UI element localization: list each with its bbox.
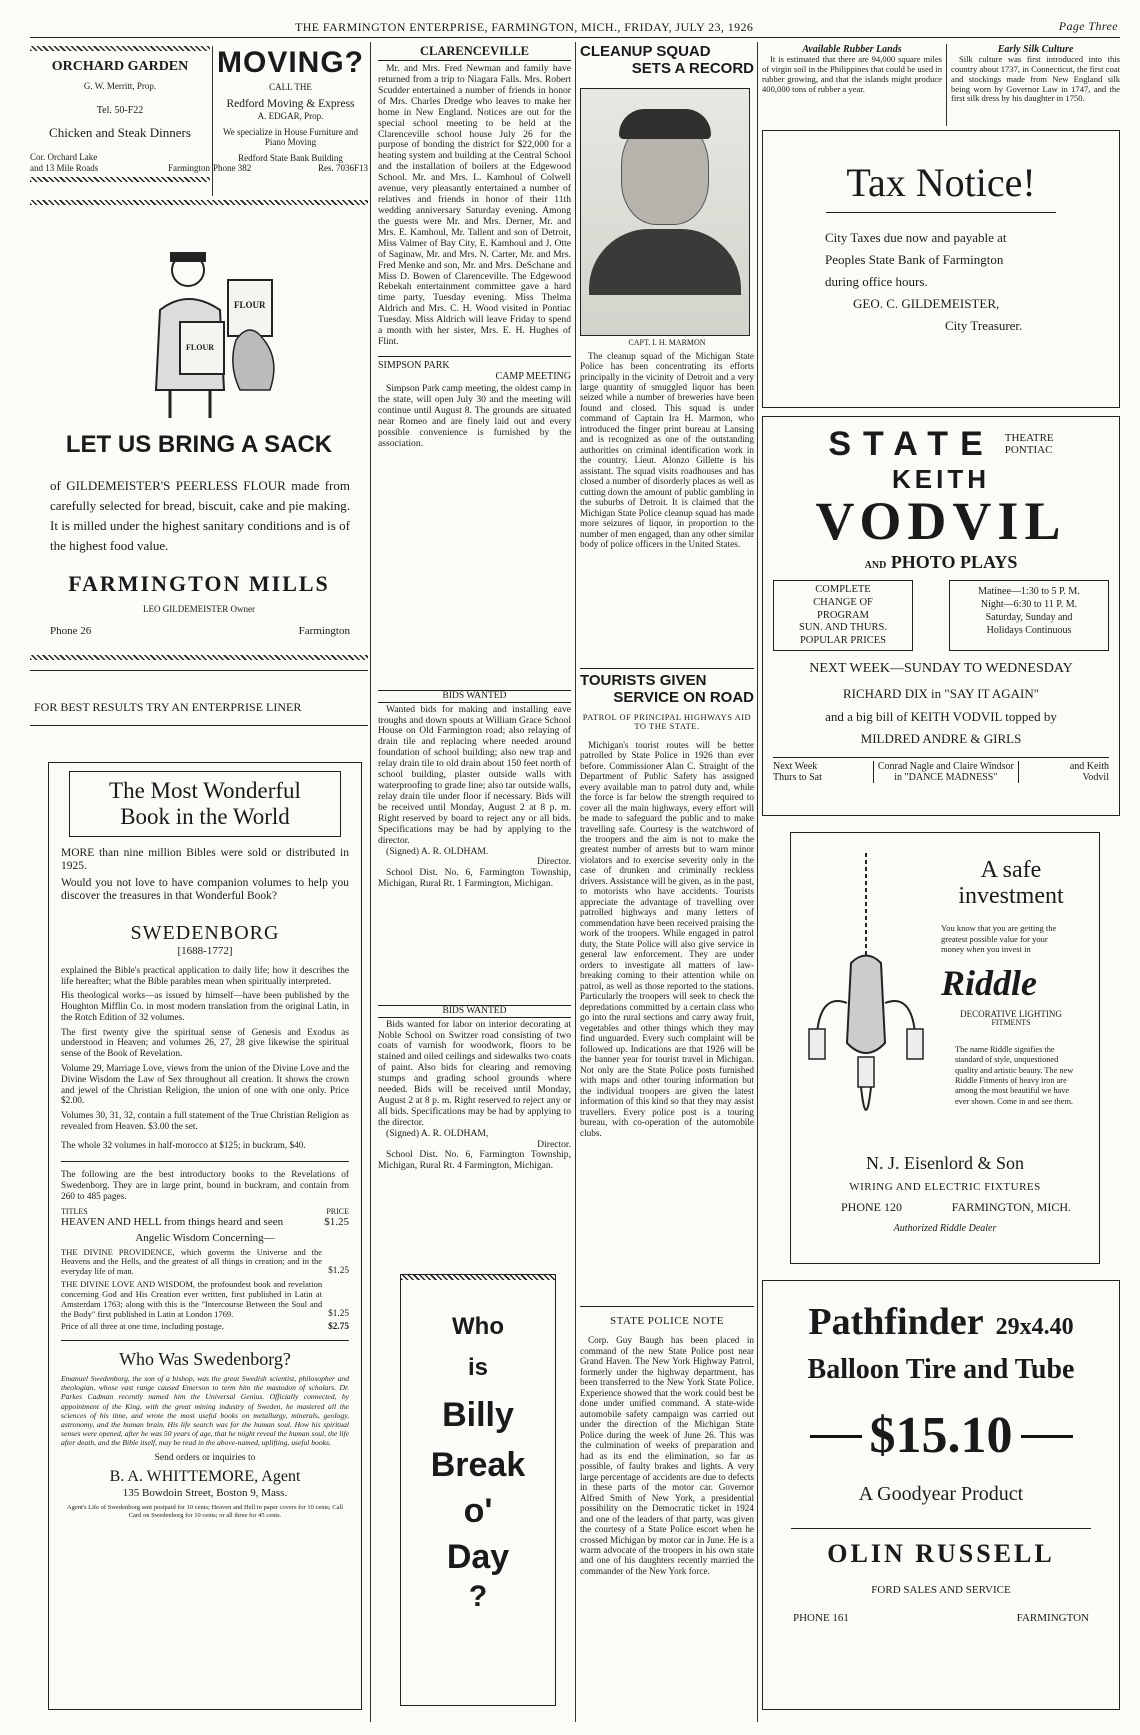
- farmington-mills-ad: [30, 200, 368, 665]
- billy-ad: Who is Billy Break o' Day ?: [400, 1274, 556, 1706]
- dealer-name: OLIN RUSSELL: [827, 1538, 1055, 1568]
- pathfinder-ad: Pathfinder 29x4.40 Balloon Tire and Tube $15.10 A Goodyear Product OLIN RUSSELL FORD SALES AND SERVICE PHONE 161 FARMINGTON: [762, 1280, 1120, 1710]
- column-rule: [575, 42, 576, 1722]
- orchard-garden-ad: [30, 46, 210, 196]
- bids-wanted-2: BIDS WANTED Bids wanted for labor on interior decorating at Noble School on Switzer road consisting of two coats of varnish for woodwork, floors to be stained and oiled ceilings and sidewalks two coats of paint. Also bids for clearing and removing stumps and grading school grounds where needed. Bids will be received until Monday, August 2 at 8 p. m. Right reserved to reject any or all bids. Specifications may be had by applying to the director. (Signed) A. R. OLDHAM, Director. School Dist. No. 6, Farmington Township, Michigan, Rural Rt. 4 Farmington, Michigan.: [378, 1005, 571, 1270]
- mills-headline: LET US BRING A SACK: [65, 431, 333, 458]
- book-divine-providence: THE DIVINE PROVIDENCE, which governs the Universe and the Heavens and the Hells, and the greatest of all things in creation; and in the everyday life of man.: [61, 1246, 323, 1277]
- tourists-article: TOURISTS GIVEN SERVICE ON ROAD PATROL OF PRINCIPAL HIGHWAYS AID TO THE STATE. Michigan's tourist routes will be better patrolled by State Police in 1926 than ever before. Commissioner Alan C. Straight of the Department of Public Safety has assigned every available man to patrol duty and, while the force is far below the strength required to cover all the main highways, every effort will be made to safeguard the public and to make travelling safe. Courtesy is the watchword of the troopers and the aim is not to make the greatest number of arrests but to warn minor violators and to exercise severity only in the case of drunken and criminally reckless drivers. Assistance will be given, as in the past, to motorists who have accidents. Tourists appreciate the advantage of travelling over patrolled highways and many letters of commendation have been received praising the work of the troopers. While engaged in patrol duty, the State Police will also give service in general law enforcement. They are under orders to investigate all matters of law-breaking coming to their attention while on patrol, as well as those reported to the stations. Particularly the troopers will seek to check the depredations committed by a certain class who go into the rural sections and carry away fruit, vegetables and other things which they may find unguarded. Every such complaint will be followed up. Indications are that 1926 will be the banner year for tourist travel in Michigan. Not only are the State Police posts furnished with maps and other touring information but the individual troopers are given the latest information of this kind so that they may assist travellers. Every police post is a touring bureau, with co-operation of the automobile clubs.: [580, 668, 754, 1278]
- mills-body: of GILDEMEISTER'S PEERLESS FLOUR made from carefully selected for bread, biscuit, cake and pie making. It is milled under the highest sanitary conditions and is of the highest food value.: [50, 478, 350, 554]
- state-police-note: STATE POLICE NOTE Corp. Guy Baugh has been placed in command of the new State Police post near Grand Haven. The New York Highway Patrol, formerly under the highway department, has been transferred to the New York State Police. Experience showed that the work could best be done under unified command. A state-wide automobile safety campaign was carried out under the direction of the Michigan State Police during the week of June 26. This was the culmination of weeks of preparation and had as its end the elimination, so far as possible, of faulty brakes and lights. A very large percentage of accidents are due to defects in these parts of the motor car. Governor Alfred Smith of New York, a presidential possibility on the Democratic ticket in 1924 and one of the leaders of that party, was given the courtesy of a State Police escort when he crossed Michigan by motor car in June. He is a warm advocate of the troopers in his own state and one of his daughters recently married the commander of the New York force.: [580, 1306, 754, 1710]
- moving-prop: A. EDGAR, Prop.: [257, 110, 324, 121]
- masthead: THE FARMINGTON ENTERPRISE, FARMINGTON, MICH., FRIDAY, JULY 23, 1926: [295, 20, 754, 34]
- tax-title: Tax Notice!: [846, 160, 1036, 205]
- book-intro: MORE than nine million Bibles were sold or distributed in 1925.: [61, 846, 349, 872]
- moving-call: CALL THE: [269, 81, 312, 92]
- who-was-title: Who Was Swedenborg?: [119, 1349, 291, 1370]
- moving-phone: Phone 382: [213, 162, 252, 173]
- pathfinder-price: $15.10: [869, 1406, 1013, 1464]
- column-rule: [757, 42, 758, 1722]
- page-header: [30, 16, 1120, 38]
- theatre-name: STATE: [828, 425, 995, 463]
- orchard-tel: Tel. 50-F22: [96, 104, 144, 116]
- orchard-addr1: Cor. Orchard Lake: [30, 152, 98, 163]
- swedenborg-name: SWEDENBORG: [130, 921, 280, 944]
- moving-res: Res. 7036F13: [317, 162, 368, 173]
- riddle-ad: A safe investment You know that you are getting the greatest possible value for your money when you invest in Riddle DECORATIVE LIGHTING FITMENTS The name Riddle signifies the standard of style, unquestioned quality and artistic beauty. The new Riddle Fitments of heavy iron are among the most beautiful we have ever shown. Come in and see them. N. J. Eisenlord & Son WIRING AND ELECTRIC FIXTURES PHONE 120 FARMINGTON, MICH. Authorized Riddle Dealer: [790, 832, 1100, 1264]
- agent-name: B. A. WHITTEMORE, Agent: [109, 1468, 301, 1486]
- pathfinder-title: Pathfinder: [808, 1301, 984, 1343]
- moving-company: Redford Moving & Express: [226, 97, 355, 110]
- liner-text: FOR BEST RESULTS TRY AN ENTERPRISE LINER: [34, 700, 302, 714]
- column-rule: [370, 42, 371, 1722]
- moving-bldg: Redford State Bank Building: [238, 152, 343, 163]
- hours-box: Matinee—1:30 to 5 P. M. Night—6:30 to 11 P. M. Saturday, Sunday and Holidays Continuous: [949, 580, 1109, 651]
- orchard-prop: G. W. Merritt, Prop.: [83, 80, 157, 91]
- clarenceville-column: CLARENCEVILLE Mr. and Mrs. Fred Newman and family have returned from a trip to Niagara Falls. Mrs. Robert Scudder entertained a number of friends in honor of Mrs. Charles Dredge who leaves to make her home in New England. Notices are out for the special school meeting to be held at the Clarenceville school house July 26 for the purpose of bonding the district for $22,000 for a heating system and building at the Central School and the installation of boilers at the Edgewood School. Mr. and Mrs. L. Kamhoul of Colwell avenue, very pleasantly entertained a number of relatives and friends in honor of their 11th wedding anniversary Saturday evening. Among the guests were Mr. and Mrs. Derner, Mr. and Mrs. E. Kamhoul, Mr. Tallent and son of Detroit, Miss Valmer of Bay City, E. Kamhoul and J. Otte of Saginaw, Mr. and Mrs. N. Carter, Mr. and Mrs. Fred Menke and son, Mr. and Mrs. DeSchane and Miss D. Bowen of Clarenceville. The Edgewood Rebekah entertainment committee gave a hard time party, Tuesday evening. Miss Thelma Aldrich and Mrs. C. H. Wood visited in Pontiac Tuesday. Miss Aldrich will leave Friday to spend a month with her sister, Mrs. E. H. Hughes of Flint. SIMPSON PARK CAMP MEETING Simpson Park camp meeting, the oldest camp in the state, will open July 30 and the meeting will continue until August 8. The grounds are situated near Romeo and are finely laid out and every possible convenience is furnished by the association.: [378, 44, 571, 449]
- orchard-dinners: Chicken and Steak Dinners: [49, 124, 191, 140]
- orchard-title: ORCHARD GARDEN: [51, 59, 189, 74]
- baker-illustration: [140, 240, 290, 420]
- photo-caption: CAPT. I. H. MARMON: [628, 337, 706, 347]
- mills-phone: Phone 26: [50, 625, 92, 637]
- sack-label: FLOUR: [186, 343, 214, 352]
- chandelier-illustration: [801, 853, 931, 1153]
- mills-town: Farmington: [298, 625, 350, 637]
- simpson-heading: SIMPSON PARK: [378, 356, 571, 371]
- bids-wanted-1: BIDS WANTED Wanted bids for making and installing eave troughs and down spouts at William Grace School House on Old Farmington road; also relaying of drain tile and replacing where needed around foundation of school building; also new trap and relay drain tile to old drain about 150 feet north of school building, plaster outside walls with waterproofing to grade line; also tar outside walls, relay drain tile under floor if necessary. Bids will be received until Monday, August 2 at 8 p. m. Right reserved by board to reject any or all bids. Specifications may be had by applying to the director. (Signed) A. R. OLDHAM. Director. School Dist. No. 6, Farmington Township, Michigan, Rural Rt. 1 Farmington, Michigan.: [378, 690, 571, 1010]
- program-box: COMPLETE CHANGE OF PROGRAM SUN. AND THURS. POPULAR PRICES: [773, 580, 913, 651]
- book-heaven-hell: HEAVEN AND HELL from things heard and seen: [61, 1216, 284, 1229]
- moving-title: MOVING?: [217, 46, 364, 79]
- clarenceville-heading: CLARENCEVILLE: [378, 44, 571, 61]
- silk-note: Early Silk Culture Silk culture was first introduced into this country about 1737, in Connecticut, the first coat and stockings made from New England silk being worn by Governor Law in 1747, and the first silk dress by his daughter in 1750.: [946, 44, 1120, 126]
- cleanup-article: CLEANUP SQUAD SETS A RECORD CAPT. I. H. MARMON The cleanup squad of the Michigan State Police has been concentrating its efforts principally in the vicinity of Detroit and a very large quantity of smuggled liquor has been seized while a number of breweries have been found and closed. This squad is under command of Captain Ira H. Marmon, who introduced the finger print bureau at Lansing and is recognized as one of the outstanding authorities on criminal identification work in the country. Lieut. Alonzo Gillette is his assistant. The squad visits roadhouses and has closed a number of disorderly places as well as cutting down the amount of public gambling in the suburbs of Detroit. It is claimed that the Michigan State Police cleanup squad has made more seizures of liquor, in proportion to the number of men engaged, than any other similar body of police officers in the United States.: [580, 44, 754, 550]
- rubber-note: Available Rubber Lands It is estimated that there are 94,000 square miles of virgin soil in the Philippines that could be used in rubber growing, and that the islands might produce 400,000 tons of rubber a year.: [762, 44, 942, 94]
- mills-name: FARMINGTON MILLS: [68, 571, 330, 596]
- tourists-headline: TOURISTS GIVEN: [580, 672, 707, 689]
- book-title: The Most Wonderful: [109, 778, 301, 803]
- book-title-box: The Most Wonderful Book in the World: [69, 771, 341, 837]
- billy-name: Billy: [442, 1395, 514, 1434]
- state-theatre-ad: STATE THEATRE PONTIAC KEITH VODVIL AND PHOTO PLAYS COMPLETE CHANGE OF PROGRAM SUN. AND THURS. POPULAR PRICES Matinee—1:30 to 5 P. M. Night—6:30 to 11 P. M. Saturday, Sunday and Holidays Continuous NEXT WEEK—SUNDAY TO WEDNESDAY RICHARD DIX in "SAY IT AGAIN" and a big bill of KEITH VODVIL topped by MILDRED ANDRE & GIRLS Next Week Thurs to Sat Conrad Nagle and Claire Windsor in "DANCE MADNESS" and Keith Vodvil: [762, 416, 1120, 816]
- page-number: Page Three: [1058, 19, 1118, 33]
- orchard-town: Farmington: [168, 162, 210, 173]
- tax-notice: Tax Notice! City Taxes due now and payable at Peoples State Bank of Farmington during office hours. GEO. C. GILDEMEISTER, City Treasurer.: [762, 130, 1120, 408]
- swedenborg-ad: The Most Wonderful Book in the World MORE than nine million Bibles were sold or distributed in 1925. Would you not love to have companion volumes to help you discover the treasures in that Wonderful Book? SWEDENBORG [1688-1772] explained the Bible's practical application to daily life; how it describes the life hereafter; what the Bible parables mean when spiritually interpreted. His theological works—as issued by himself—have been published by the Houghton Mifflin Co. in most modern translation from the original Latin, in the Rotch Edition of 32 volumes. The first twenty give the spiritual sense of Genesis and Exodus as understood in Heaven; and volumes 26, 27, 28 give likewise the spiritual sense of the Book of Revelation. Volume 29, Marriage Love, views from the union of the Divine Love and the Divine Wisdom the Law of Sex throughout all creation. It shows the crown and jewel of the Christian Religion, the union of one with one only. Price $2.00. Volumes 30, 31, 32, contain a full statement of the True Christian Religion as revealed from Heaven. $3.00 the set. The whole 32 volumes in half-morocco at $125; in buckram, $40. The following are the best introductory books to the Revelations of Swedenborg. They are in large print, bound in buckram, and contain from 260 to 485 pages. TITLES PRICE HEAVEN AND HELL from things heard and seen $1.25 Angelic Wisdom Concerning— THE DIVINE PROVIDENCE, which governs the Universe and the Heavens and the Hells, and the greatest of all things in creation; and in the everyday life of man. $1.25 THE DIVINE LOVE AND WISDOM, the profoundest book and revelation concerning God and His Creation ever written, first published in Latin at Amsterdam 1763; along with this is the "Intercourse Between the Soul and the Body" first published in Latin at London 1769. $1.25 Price of all three at one time, including postage, $2.75 Who Was Swedenborg? Emanuel Swedenborg, the son of a bishop, was the great Swedish scientist, philosopher and theologian, whose vast range caused Emerson to term him the mastodon of scholars. Dr. Parkes Cadman recently named him the Universal Genius. Officially connected, by appointment of the King, with the great mining industry of Sweden, he mastered all the sciences of his time, and wrote the most useful books on metallurgy, minerals, geology, astronomy, and the human brain. His life search was for the human soul. How his spiritual senses were opened, after he was 50 years of age, that he might reveal the human soul, the life after death, and the Bible itself, may be read in the above-named, uplifting, useful books. Send orders or inquiries to B. A. WHITTEMORE, Agent 135 Bowdoin Street, Boston 9, Mass. Agent's Life of Swedenborg sent postpaid for 10 cents; Heaven and Hell in paper covers for 10 cents; Call Card on Swedenborg for 10 cents; or all three for 45 cents.: [48, 762, 362, 1710]
- orchard-addr2: and 13 Mile Roads: [30, 162, 99, 173]
- sack-label: FLOUR: [234, 300, 266, 310]
- vodvil-title: VODVIL: [815, 491, 1067, 552]
- mills-owner: LEO GILDEMEISTER Owner: [143, 604, 255, 614]
- liner-notice: [30, 670, 368, 726]
- marmon-photo: [580, 88, 750, 336]
- riddle-brand: Riddle: [941, 963, 1037, 1003]
- cleanup-headline: CLEANUP SQUAD: [580, 44, 711, 60]
- moving-ad: [212, 46, 368, 196]
- book-divine-love: THE DIVINE LOVE AND WISDOM, the profoundest book and revelation concerning God and His Creation ever written, first published in Latin at Amsterdam 1763; along with this is the "Intercourse Between the Soul and the Body" first published in Latin at London 1769.: [61, 1279, 323, 1319]
- moving-special: We specialize in House Furniture and Piano Moving: [223, 126, 358, 147]
- riddle-firm: N. J. Eisenlord & Son: [865, 1153, 1024, 1173]
